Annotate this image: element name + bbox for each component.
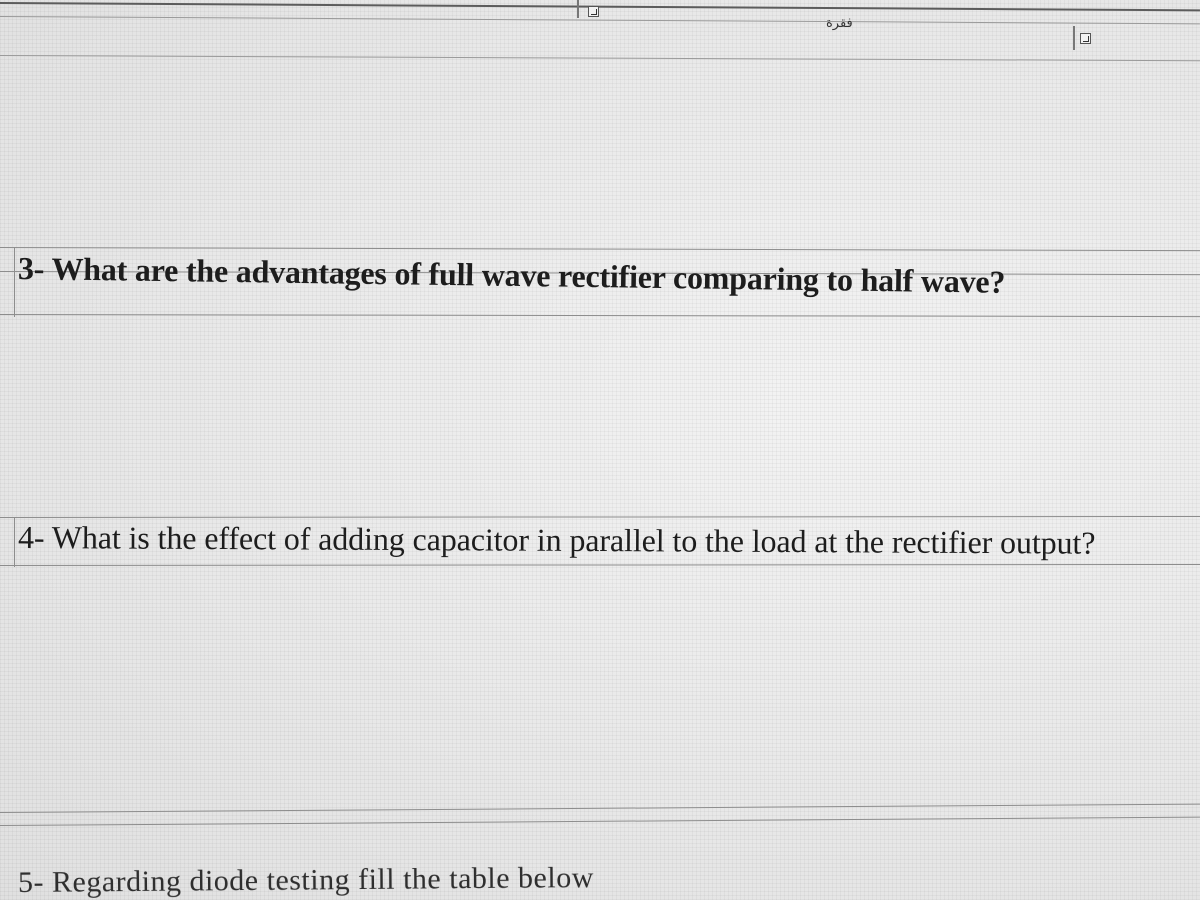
dialog-launcher-icon[interactable]: [588, 6, 599, 17]
ribbon-divider-line: [0, 55, 1200, 61]
table-row-border: [0, 516, 1200, 518]
table-row-border: [0, 314, 1200, 317]
question-5-text[interactable]: 5- Regarding diode testing fill the table below: [17, 860, 594, 899]
ribbon-group-divider: [1073, 26, 1075, 50]
table-row-border: [0, 804, 1200, 813]
paragraph-group-label: فقرة: [826, 16, 853, 31]
table-left-border: [14, 247, 15, 317]
ribbon-bottom-border: [0, 2, 1200, 24]
question-4-text[interactable]: 4- What is the effect of adding capacitor in parallel to the load at the rectifier output?: [17, 519, 1096, 561]
table-row-border: [0, 247, 1200, 251]
table-left-border: [14, 517, 15, 567]
ribbon-group-divider: [577, 0, 579, 18]
question-3-text[interactable]: 3- What are the advantages of full wave rectifier comparing to half wave?: [17, 250, 1006, 300]
table-row-border: [0, 564, 1200, 566]
table-row-border: [0, 817, 1200, 826]
paragraph-dialog-launcher-icon[interactable]: [1080, 33, 1091, 44]
